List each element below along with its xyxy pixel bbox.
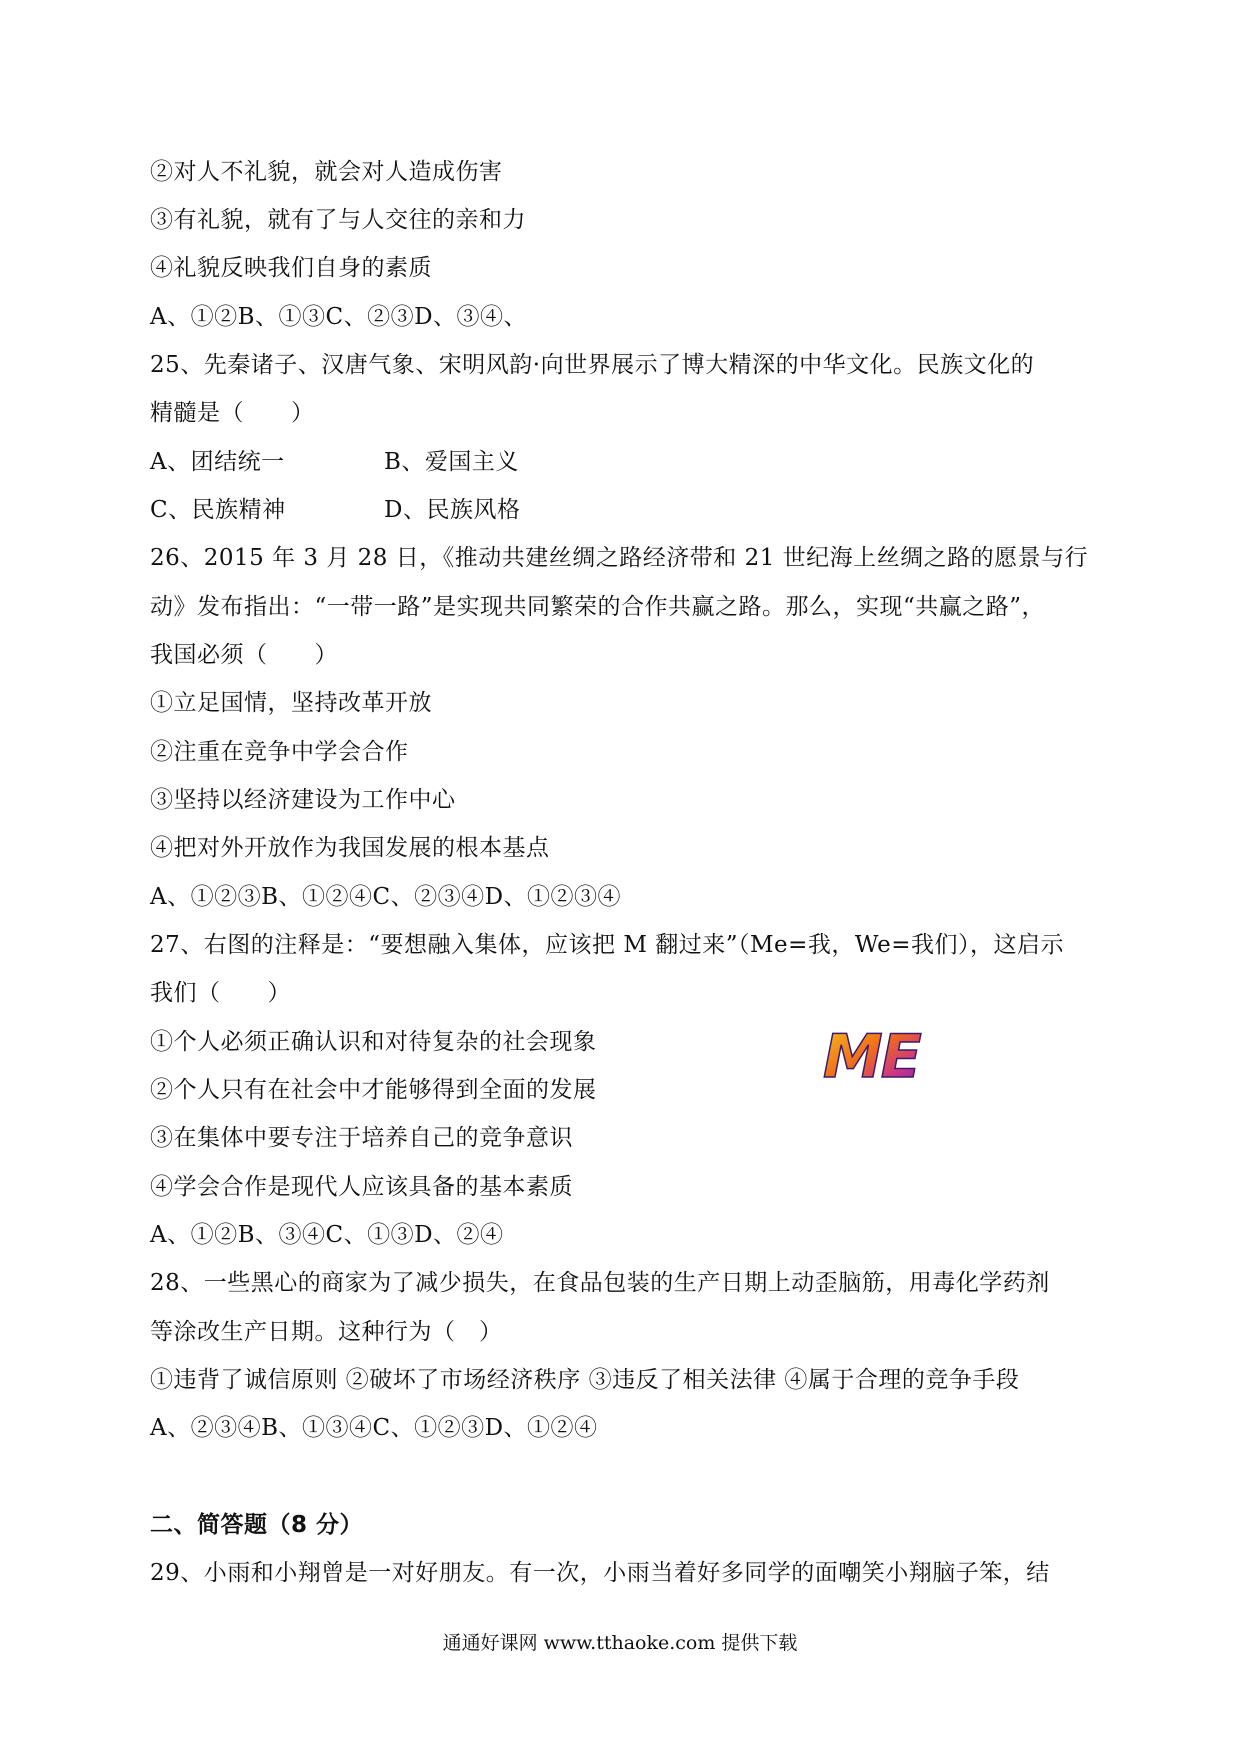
- section-heading: 二、简答题（8 分）: [150, 1512, 364, 1538]
- option-line-3: ③有礼貌，就有了与人交往的亲和力: [150, 207, 526, 233]
- q27-item-3: ③在集体中要专注于培养自己的竞争意识: [150, 1125, 573, 1151]
- q25-option-c: C、民族精神: [150, 497, 286, 523]
- question-25-text: 25、先秦诸子、汉唐气象、宋明风韵·向世界展示了博大精深的中华文化。民族文化的: [150, 352, 1035, 378]
- question-27-text-cont: 我们（ ）: [150, 980, 291, 1006]
- answer-choices-27: A、①②B、③④C、①③D、②④: [150, 1222, 504, 1248]
- question-28-text-cont: 等涂改生产日期。这种行为（ ）: [150, 1319, 503, 1345]
- question-27-text: 27、右图的注释是：“要想融入集体，应该把 M 翻过来”（Me=我，We=我们），这启示: [150, 932, 1065, 958]
- q28-items: ①违背了诚信原则 ②破坏了市场经济秩序 ③违反了相关法律 ④属于合理的竞争手段: [150, 1367, 1020, 1393]
- me-figure-label: ME: [823, 1022, 920, 1084]
- answer-choices-28: A、②③④B、①③④C、①②③D、①②④: [150, 1415, 598, 1441]
- answer-choices-24: A、①②B、①③C、②③D、③④、: [150, 304, 528, 330]
- q26-item-3: ③坚持以经济建设为工作中心: [150, 787, 456, 813]
- q25-options-row-1: [150, 447, 519, 477]
- q27-item-2: ②个人只有在社会中才能够得到全面的发展: [150, 1077, 597, 1103]
- question-26-text-end: 我国必须（ ）: [150, 642, 338, 668]
- option-line-2: ②对人不礼貌，就会对人造成伤害: [150, 159, 503, 185]
- q27-item-4: ④学会合作是现代人应该具备的基本素质: [150, 1174, 573, 1200]
- q25-option-b: B、爱国主义: [384, 449, 519, 475]
- q25-option-a: A、团结统一: [150, 449, 285, 475]
- page-footer: 通通好课网 www.tthaoke.com 提供下载: [442, 1632, 798, 1654]
- q26-item-1: ①立足国情，坚持改革开放: [150, 690, 432, 716]
- question-25-text-cont: 精髓是（ ）: [150, 400, 315, 426]
- q25-option-d: D、民族风格: [384, 497, 521, 523]
- question-26-text-cont: 动》发布指出：“一带一路”是实现共同繁荣的合作共赢之路。那么，实现“共赢之路”，: [150, 594, 1046, 620]
- q26-item-2: ②注重在竞争中学会合作: [150, 739, 409, 765]
- question-28-text: 28、一些黑心的商家为了减少损失，在食品包装的生产日期上动歪脑筋，用毒化学药剂: [150, 1270, 1050, 1296]
- q27-item-1: ①个人必须正确认识和对待复杂的社会现象: [150, 1029, 597, 1055]
- q25-options-row-2: [150, 495, 520, 525]
- question-26-text: 26、2015 年 3 月 28 日，《推动共建丝绸之路经济带和 21 世纪海上丝绸之路的愿景与行: [150, 545, 1089, 571]
- answer-choices-26: A、①②③B、①②④C、②③④D、①②③④: [150, 884, 622, 910]
- me-figure-image: [820, 1022, 938, 1084]
- question-29-text: 29、小雨和小翔曾是一对好朋友。有一次，小雨当着好多同学的面嘲笑小翔脑子笨，结: [150, 1560, 1050, 1586]
- option-line-4: ④礼貌反映我们自身的素质: [150, 255, 432, 281]
- q26-item-4: ④把对外开放作为我国发展的根本基点: [150, 835, 550, 861]
